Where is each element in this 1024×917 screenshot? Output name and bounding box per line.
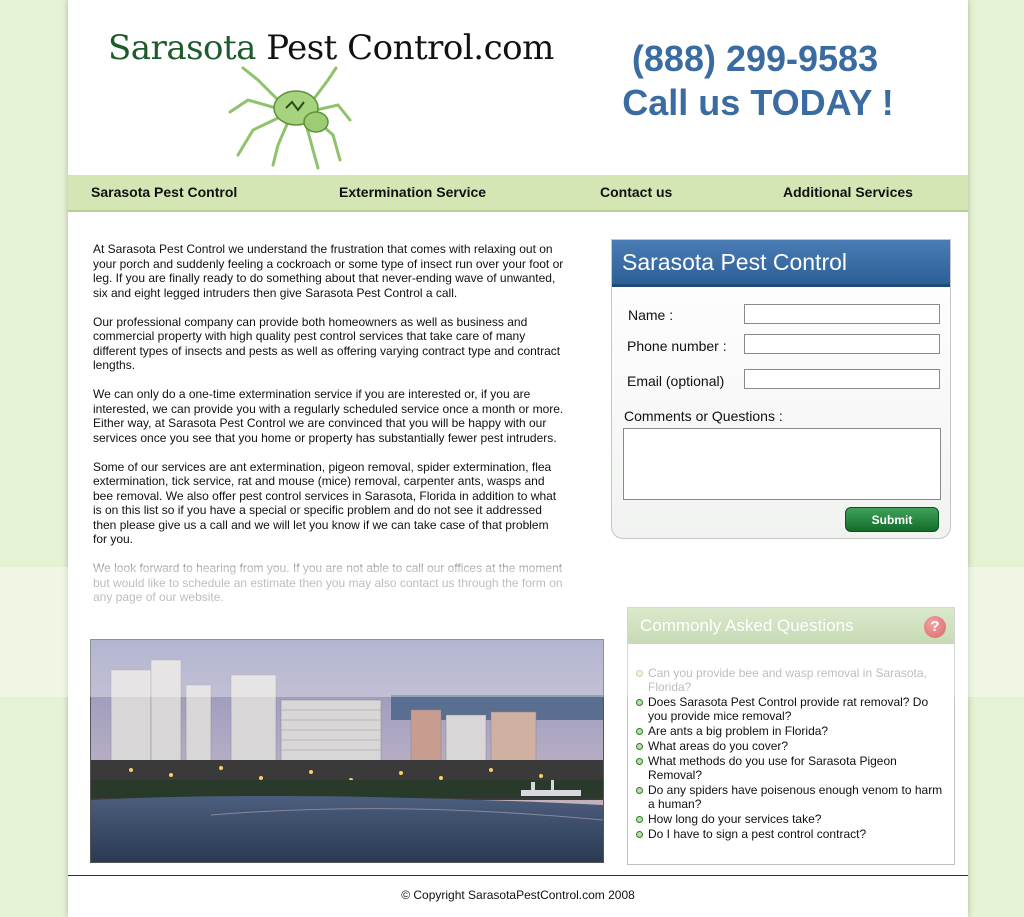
paragraph-professional: Our professional company can provide both homeowners as well as business and commercial property with high quality pest control services that take care of many different types of insects and pests as well as offering varying contract type and contract lengths. <box>93 314 561 372</box>
faq-item[interactable]: How long do your services take? <box>636 812 946 826</box>
nav-additional-services[interactable]: Additional Services <box>783 184 913 200</box>
paragraph-service-frequency: We can only do a one-time extermination service if you are interested or, if you are interested, we can provide you with a regularly scheduled service once a month or more. Either way, at Sarasota Pest Control we are convinced that you will be happy with our services once you see that you home or property has substantially fewer pest intruders. <box>93 387 564 445</box>
main-content <box>93 242 565 619</box>
phone-input[interactable] <box>744 334 940 354</box>
email-input[interactable] <box>744 369 940 389</box>
logo-pest-control: Pest Control.com <box>255 28 554 68</box>
contact-form <box>611 239 951 539</box>
nav-extermination-service[interactable]: Extermination Service <box>339 184 487 200</box>
nav-contact-us[interactable]: Contact us <box>600 184 673 200</box>
footer-copyright: © Copyright SarasotaPestControl.com 2008 <box>401 888 635 902</box>
call-us-today: Call us TODAY ! <box>622 82 894 123</box>
faq-item[interactable]: What methods do you use for Sarasota Pigeon Removal? <box>636 754 946 783</box>
phone-label: Phone number : <box>627 338 727 354</box>
footer-divider <box>68 875 968 876</box>
faq-item[interactable]: Do any spiders have poisenous enough venom to harm a human? <box>636 783 946 812</box>
faq-item[interactable]: Does Sarasota Pest Control provide rat removal? Do you provide mice removal? <box>636 695 946 724</box>
faq-header <box>628 608 954 644</box>
main-nav <box>68 175 968 212</box>
faq-title: Commonly Asked Questions <box>640 616 854 635</box>
faq-item[interactable]: Are ants a big problem in Florida? <box>636 724 946 738</box>
comments-label: Comments or Questions : <box>624 408 783 424</box>
sarasota-skyline-photo <box>90 639 604 863</box>
form-title: Sarasota Pest Control <box>612 240 950 287</box>
paragraph-services-list: Some of our services are ant extermination, pigeon removal, spider extermination, flea extermination, tick service, rat and mouse (mice) removal, carpenter ants, wasps and bee removal. We also offer pest control services in Sarasota, Florida in addition to what is on this list so if you have a special or specific problem and do not see it addressed then please give us a call and we will let you know if we can take case of that problem for you. <box>93 459 557 546</box>
spider-logo-icon <box>218 60 358 170</box>
email-label: Email (optional) <box>627 373 725 389</box>
faq-item[interactable]: What areas do you cover? <box>636 739 946 753</box>
faq-list <box>628 644 954 841</box>
paragraph-intro: At Sarasota Pest Control we understand the frustration that comes with relaxing out on your porch and suddenly feeling a cockroach or some type of insect run over your foot or leg. If you are finally ready to do something about that never-ending wave of unwanted, six and eight legged intruders then give Sarasota Pest Control a call. <box>93 242 564 300</box>
page-container <box>68 0 968 917</box>
faq-item[interactable]: Do I have to sign a pest control contract? <box>636 827 946 841</box>
skyline-image <box>91 640 603 862</box>
question-mark-icon: ? <box>924 616 946 638</box>
faq-item[interactable]: Can you provide bee and wasp removal in Sarasota, Florida? <box>636 666 946 695</box>
submit-button[interactable]: Submit <box>845 507 939 532</box>
faq-box <box>627 607 955 865</box>
paragraph-closing: We look forward to hearing from you. If you are not able to call our offices at the moment but would like to schedule an estimate then you may also contact us through the form on any page of our website. <box>93 561 563 604</box>
logo-sarasota: Sarasota <box>108 28 256 68</box>
phone-number[interactable]: (888) 299-9583 <box>631 38 879 79</box>
name-label: Name : <box>628 307 674 323</box>
nav-sarasota-pest-control[interactable]: Sarasota Pest Control <box>91 184 238 200</box>
comments-textarea[interactable] <box>623 428 941 500</box>
name-input[interactable] <box>744 304 940 324</box>
